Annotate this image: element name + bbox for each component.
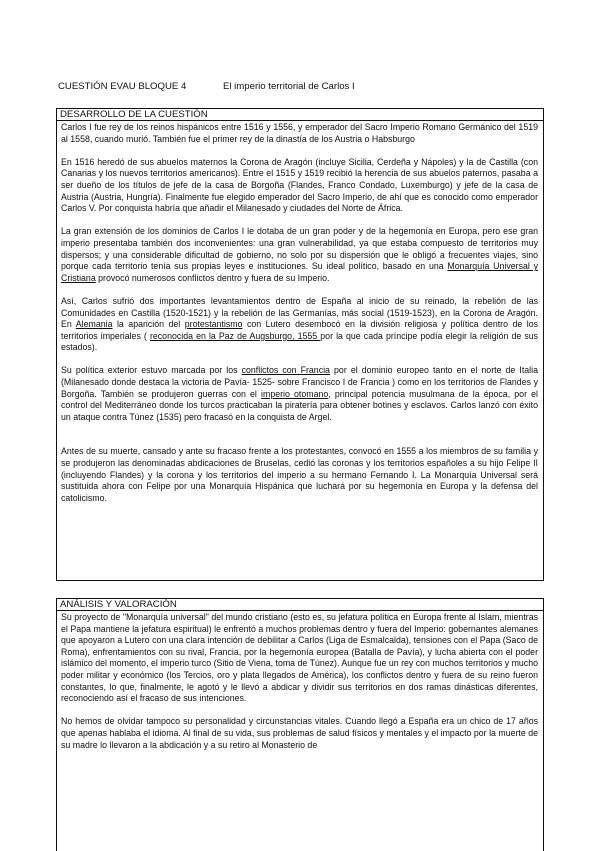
analysis-title: ANÁLISIS Y VALORACIÓN [57,599,543,611]
topic-title: El imperio territorial de Carlos I [222,81,355,92]
link-monarquia-universal[interactable]: Monarquía Universal y Cristiana [61,261,538,283]
document-header [58,81,355,92]
link-protestantismo[interactable]: protestantismo [184,319,243,330]
link-imperio-otomano[interactable]: imperio otomano [261,388,329,399]
paragraph: Carlos I fue rey de los reinos hispánicos entre 1516 y 1556, y emperador del Sacro Imperio Romano Germánico del 1519 al 1558, cuando murió. También fue el primer rey de la dinastía de los Austria o Habsburgo [61,122,538,144]
paragraph: No hemos de olvidar tampoco su personalidad y circunstancias vitales. Cuando llegó a España era un chico de 17 años que apenas hablaba el idioma. Al final de su vida, sus problemas de salud físicos y mentales y el impacto por la muerte de su madre lo llevaron a la abdicación y a su retiro al Monasterio de [61,716,538,750]
development-section [56,108,544,581]
paragraph: Así, Carlos sufrió dos importantes levantamientos dentro de España al inicio de su reinado, la rebelión de las Comunidades en Castilla (1520-1521) y la rebelión de las Germanías, más social (1519-1523), en la Corona de Aragón. En Alemania la aparición del protestantismo con Lutero desembocó en la división religiosa y política dentro de los territorios imperiales ( reconocida en la Paz de Augsburgo, 1555 por la que cada príncipe podía elegir la religión de sus estados). [61,295,539,353]
subject-label: CUESTIÓN EVAU BLOQUE 4 [58,81,187,92]
paragraph: Antes de su muerte, cansado y ante su fracaso frente a los protestantes, convocó en 1555 a los miembros de su familia y se produjeron las denominadas abdicaciones de Bruselas, cedió las coronas y los territorios españoles a su hijo Felipe II (incluyendo Flandes) y la corona y los territorios del imperio a su hermano Fernando I. La Monarquía Universal será sustituida ahora con Felipe por una Monarquía Hispánica que luchará por su hegemonía en Europa y la defensa del catolicismo. [61,446,538,503]
development-body [57,121,543,508]
analysis-section [56,598,544,851]
paragraph: En 1516 heredó de sus abuelos maternos la Corona de Aragón (incluye Sicilia, Cerdeña y Nápoles) y la de Castilla (con Canarias y los nuevos territorios americanos). Entre el 1515 y 1519 recibió la herencia de sus abuelos paternos, pasaba a ser dueño de los títulos de jefe de la casa de Borgoña (Flandes, Franco Condado, Luxemburgo) y jefe de la casa de Austria (Austria, Hungría). Finalmente fue elegido emperador del Sacro Imperio, de ahí que es conocido como emperador Carlos V. Por conquista habría que añadir el Milanesado y ciudades del Norte de África. [61,156,538,214]
analysis-body [57,611,543,755]
paragraph: Su proyecto de "Monarquía universal" del mundo cristiano (esto es, su jefatura política en Europa frente al Islam, mientras el Papa mantiene la jefatura espiritual) le enfrentó a muchos problemas dentro y fuera del Imperio: gobernantes alemanes que apoyaron a Lutero con una clara intención de debilitar a Carlos (Liga de Esmalcalda), tensiones con el Papa (Saco de Roma), enfrentamientos con su rival, Francia, por la hegemonía europea (Batalla de Pavía), y lucha abierta con el poder islámico del momento, el imperio turco (Sitio de Viena, toma de Túnez). Aunque fue un rey con muchos territorios y mucho poder militar y económico (los Tercios, oro y plata llegados de América), los conflictos dentro y fuera de su reino fueron constantes, lo que, finalmente, le agotó y le llevó a abdicar y dividir sus territorios en dos ramas dinásticas diferentes, reconociendo así el fracaso de sus intenciones. [61,612,538,704]
paragraph: La gran extensión de los dominios de Carlos I le dotaba de un gran poder y de la hegemonía en Europa, pero ese gran imperio presentaba también dos inconvenientes: una gran vulnerabilidad, ya que estaba compuesto de territorios muy dispersos; y una considerable dificultad de gobierno, no solo por su dispersión que le obligó a frecuentes viajes, sino porque cada territorio tenía sus propias leyes e instituciones. Su ideal político, basado en una Monarquía Universal y Cristiana provocó numerosos conflictos dentro y fuera de su Imperio. [61,226,538,283]
development-title: DESARROLLO DE LA CUESTIÓN [57,109,543,121]
paragraph: Su política exterior estuvo marcada por los conflictos con Francia por el dominio europeo tanto en el norte de Italia (Milanesado donde destaca la victoria de Pavía- 1525- sobre Francisco I de Francia ) como en los territorios de Flandes y Borgoña. También se produjeron guerras con el imperio otomano, principal potencia musulmana de la época, por el control del Mediterráneo donde los turcos practicaban la piratería para obtener botines y esclavos. Carlos lanzó con éxito un ataque contra Túnez (1535) pero fracasó en la conquista de Argel. [61,365,538,422]
link-paz-augsburgo[interactable]: reconocida en la Paz de Augsburgo, 1555 [149,330,321,341]
link-alemania[interactable]: Alemania [75,319,113,330]
link-conflictos-francia[interactable]: conflictos con Francia [241,365,330,376]
